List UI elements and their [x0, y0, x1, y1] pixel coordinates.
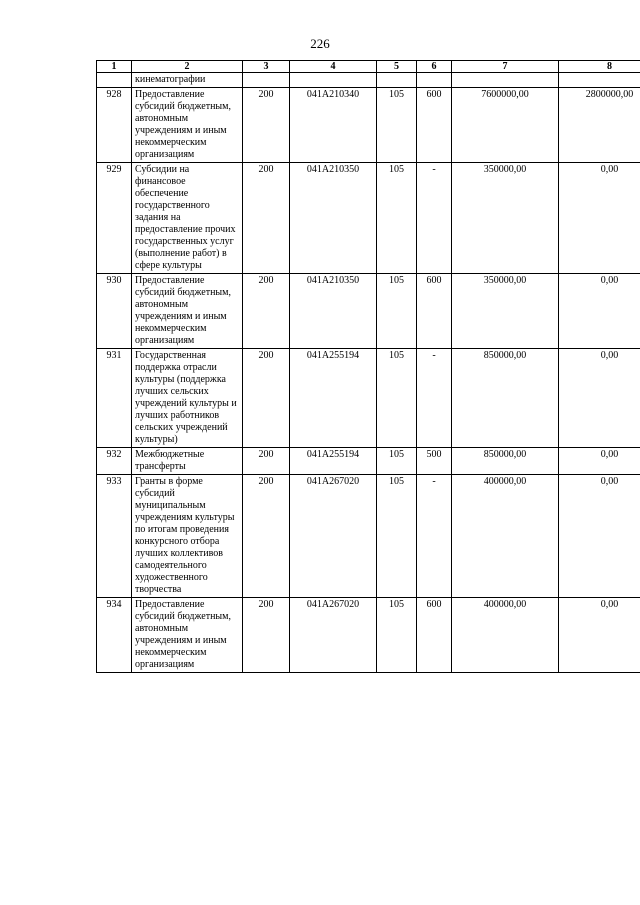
cell-col4: 041A255194: [290, 448, 377, 475]
cell-col7: 350000,00: [452, 274, 559, 349]
cell-col3: 200: [243, 598, 290, 673]
cell-col6: 500: [417, 448, 452, 475]
cell-col7: 350000,00: [452, 163, 559, 274]
row-number: 929: [97, 163, 132, 274]
table-row: [97, 598, 640, 673]
budget-table: [96, 60, 640, 673]
column-header: 8: [559, 61, 640, 73]
column-header: 3: [243, 61, 290, 73]
cell-col4: 041A210350: [290, 163, 377, 274]
row-description: Гранты в форме субсидий муниципальным учреждениям культуры по итогам проведения конкурсного отбора лучших коллективов самодеятельного художественного творчества: [132, 475, 243, 598]
table-header-row: [97, 61, 640, 73]
page-number: 226: [310, 36, 330, 51]
cell-col5: [377, 73, 417, 88]
cell-col5: 105: [377, 475, 417, 598]
cell-col5: 105: [377, 598, 417, 673]
cell-col5: 105: [377, 88, 417, 163]
cell-col3: 200: [243, 475, 290, 598]
cell-col8: 0,00: [559, 274, 640, 349]
cell-col4: 041A255194: [290, 349, 377, 448]
cell-col6: 600: [417, 88, 452, 163]
row-number: 932: [97, 448, 132, 475]
table-row: [97, 448, 640, 475]
row-description: Государственная поддержка отрасли культуры (поддержка лучших сельских учреждений культуры и лучших работников сельских учреждений культуры): [132, 349, 243, 448]
cell-col4: 041A210340: [290, 88, 377, 163]
cell-col4: 041A267020: [290, 598, 377, 673]
column-header: 1: [97, 61, 132, 73]
row-description: Предоставление субсидий бюджетным, автономным учреждениям и иным некоммерческим организациям: [132, 598, 243, 673]
cell-col4: [290, 73, 377, 88]
table-row: [97, 73, 640, 88]
cell-col3: 200: [243, 88, 290, 163]
cell-col7: 850000,00: [452, 448, 559, 475]
cell-col5: 105: [377, 163, 417, 274]
cell-col3: [243, 73, 290, 88]
table-row: [97, 88, 640, 163]
cell-col6: [417, 73, 452, 88]
cell-col8: 0,00: [559, 349, 640, 448]
cell-col8: 2800000,00: [559, 88, 640, 163]
row-number: [97, 73, 132, 88]
cell-col8: 0,00: [559, 448, 640, 475]
table-row: [97, 475, 640, 598]
table-row: [97, 163, 640, 274]
cell-col5: 105: [377, 349, 417, 448]
cell-col3: 200: [243, 274, 290, 349]
cell-col7: 400000,00: [452, 475, 559, 598]
row-number: 933: [97, 475, 132, 598]
cell-col8: 0,00: [559, 163, 640, 274]
column-header: 6: [417, 61, 452, 73]
row-number: 931: [97, 349, 132, 448]
cell-col6: -: [417, 475, 452, 598]
cell-col8: [559, 73, 640, 88]
cell-col3: 200: [243, 163, 290, 274]
cell-col6: 600: [417, 274, 452, 349]
table-row: [97, 274, 640, 349]
cell-col7: 400000,00: [452, 598, 559, 673]
cell-col5: 105: [377, 448, 417, 475]
column-header: 5: [377, 61, 417, 73]
row-number: 930: [97, 274, 132, 349]
row-description: Предоставление субсидий бюджетным, автономным учреждениям и иным некоммерческим организациям: [132, 274, 243, 349]
cell-col7: 7600000,00: [452, 88, 559, 163]
cell-col8: 0,00: [559, 598, 640, 673]
row-number: 928: [97, 88, 132, 163]
row-number: 934: [97, 598, 132, 673]
cell-col5: 105: [377, 274, 417, 349]
row-description: кинематографии: [132, 73, 243, 88]
row-description: Субсидии на финансовое обеспечение государственного задания на предоставление прочих государственных услуг (выполнение работ) в сфере культуры: [132, 163, 243, 274]
cell-col8: 0,00: [559, 475, 640, 598]
column-header: 4: [290, 61, 377, 73]
row-description: Межбюджетные трансферты: [132, 448, 243, 475]
cell-col3: 200: [243, 349, 290, 448]
cell-col4: 041A210350: [290, 274, 377, 349]
cell-col7: [452, 73, 559, 88]
cell-col6: 600: [417, 598, 452, 673]
table-row: [97, 349, 640, 448]
cell-col6: -: [417, 349, 452, 448]
column-header: 7: [452, 61, 559, 73]
cell-col6: -: [417, 163, 452, 274]
cell-col4: 041A267020: [290, 475, 377, 598]
cell-col7: 850000,00: [452, 349, 559, 448]
cell-col3: 200: [243, 448, 290, 475]
row-description: Предоставление субсидий бюджетным, автономным учреждениям и иным некоммерческим организациям: [132, 88, 243, 163]
column-header: 2: [132, 61, 243, 73]
